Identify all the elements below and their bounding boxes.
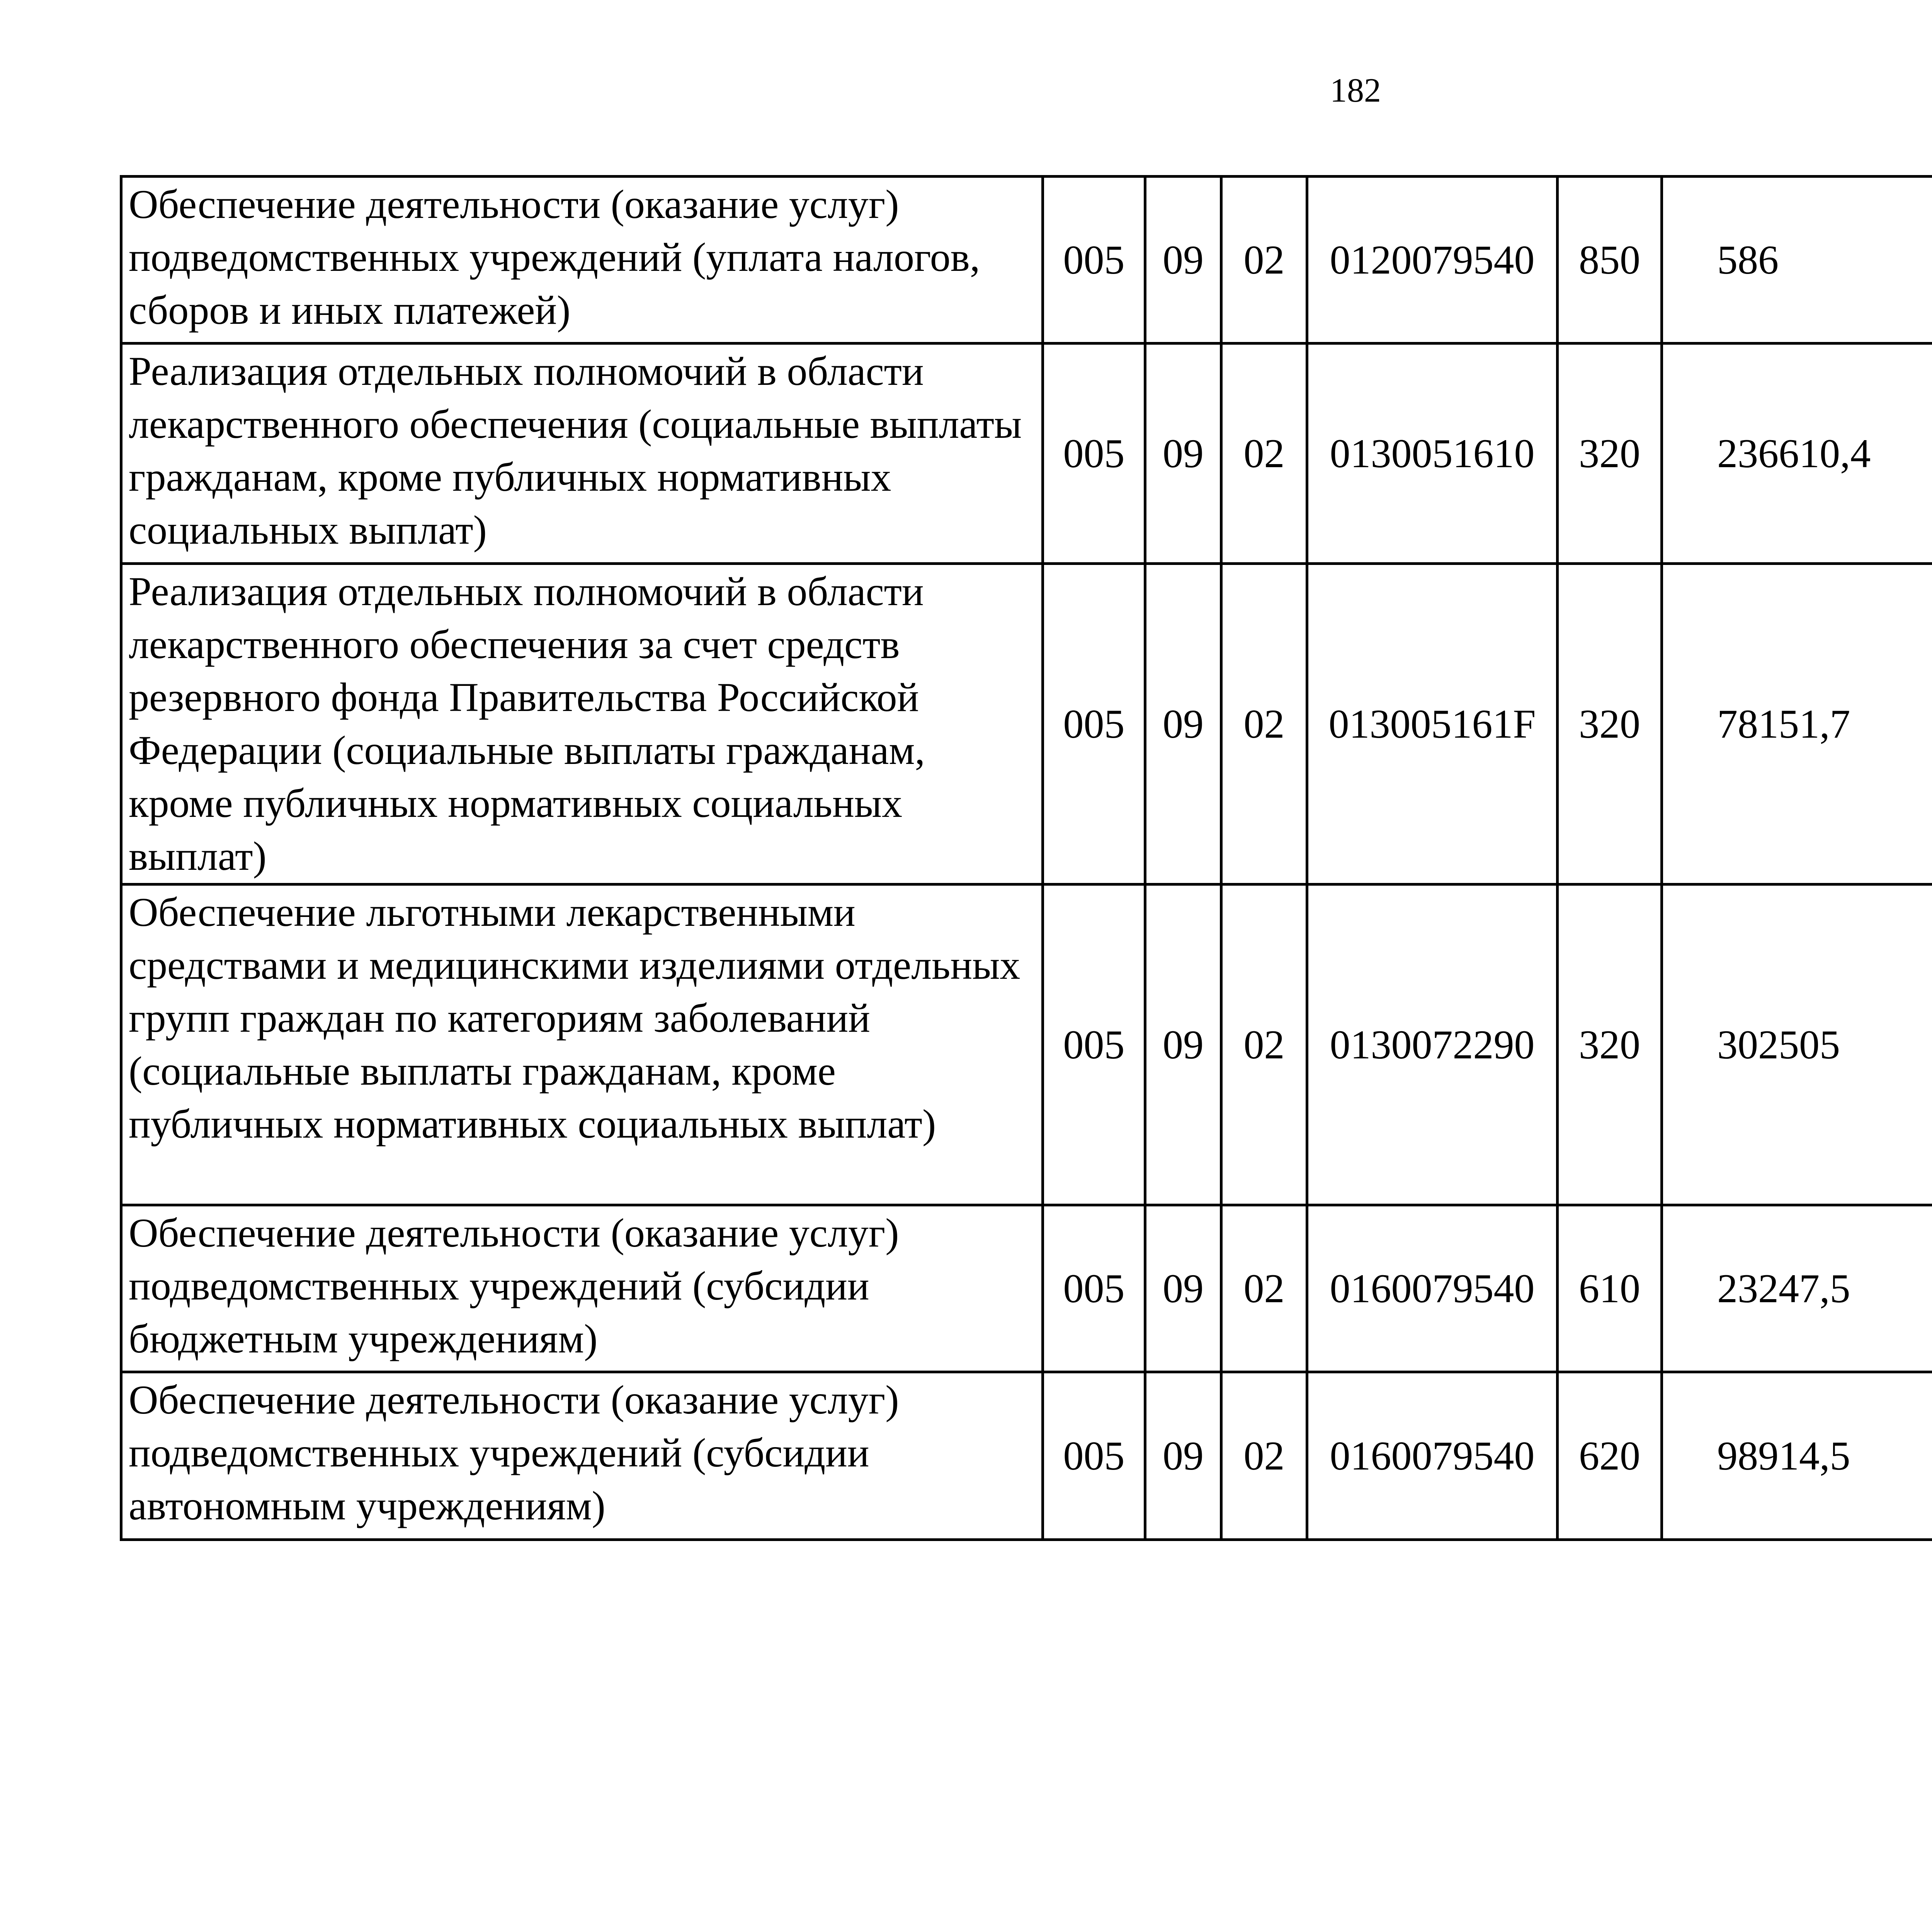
page-number: 182 [1330,72,1381,109]
budget-table [120,175,1932,1541]
section-code-cell: 09 [1145,885,1221,1205]
sum-year-1-cell: 586 [1662,177,1932,344]
expense-type-cell: 620 [1558,1372,1662,1540]
ministry-code-cell: 005 [1043,177,1145,344]
expense-type-cell: 850 [1558,177,1662,344]
sum-year-1-cell: 98914,5 [1662,1372,1932,1540]
expense-name-cell: Обеспечение деятельности (оказание услуг) подведомственных учреждений (уплата налогов, сборов и иных платежей) [121,177,1043,344]
table-row [121,1372,1932,1540]
section-code-cell: 09 [1145,564,1221,885]
table-row [121,1205,1932,1372]
ministry-code-cell: 005 [1043,885,1145,1205]
subsection-code-cell: 02 [1221,885,1307,1205]
ministry-code-cell: 005 [1043,1205,1145,1372]
sum-year-1-cell: 23247,5 [1662,1205,1932,1372]
expense-type-cell: 320 [1558,885,1662,1205]
subsection-code-cell: 02 [1221,564,1307,885]
expense-name-cell: Обеспечение деятельности (оказание услуг) подведомственных учреждений (субсидии бюджетным учреждениям) [121,1205,1043,1372]
sum-year-1-cell: 78151,7 [1662,564,1932,885]
ministry-code-cell: 005 [1043,1372,1145,1540]
target-article-cell: 0120079540 [1307,177,1558,344]
subsection-code-cell: 02 [1221,344,1307,564]
expense-name-cell: Обеспечение льготными лекарственными средствами и медицинскими изделиями отдельных групп граждан по категориям заболеваний (социальные выплаты гражданам, кроме публичных нормативных социальных выплат) [121,885,1043,1205]
subsection-code-cell: 02 [1221,177,1307,344]
subsection-code-cell: 02 [1221,1205,1307,1372]
table-row [121,885,1932,1205]
ministry-code-cell: 005 [1043,564,1145,885]
section-code-cell: 09 [1145,1205,1221,1372]
expense-name-cell: Реализация отдельных полномочий в области лекарственного обеспечения за счет средств резервного фонда Правительства Российской Федерации (социальные выплаты гражданам, кроме публичных нормативных социальных выплат) [121,564,1043,885]
expense-name-cell: Реализация отдельных полномочий в области лекарственного обеспечения (социальные выплаты гражданам, кроме публичных нормативных социальных выплат) [121,344,1043,564]
section-code-cell: 09 [1145,177,1221,344]
subsection-code-cell: 02 [1221,1372,1307,1540]
section-code-cell: 09 [1145,1372,1221,1540]
target-article-cell: 0130051610 [1307,344,1558,564]
expense-type-cell: 320 [1558,564,1662,885]
target-article-cell: 0130072290 [1307,885,1558,1205]
table-row [121,564,1932,885]
target-article-cell: 0160079540 [1307,1372,1558,1540]
table-row [121,344,1932,564]
ministry-code-cell: 005 [1043,344,1145,564]
expense-name-cell: Обеспечение деятельности (оказание услуг) подведомственных учреждений (субсидии автономным учреждениям) [121,1372,1043,1540]
sum-year-1-cell: 236610,4 [1662,344,1932,564]
expense-type-cell: 610 [1558,1205,1662,1372]
sum-year-1-cell: 302505 [1662,885,1932,1205]
table-row [121,177,1932,344]
target-article-cell: 0160079540 [1307,1205,1558,1372]
section-code-cell: 09 [1145,344,1221,564]
target-article-cell: 013005161F [1307,564,1558,885]
expense-type-cell: 320 [1558,344,1662,564]
